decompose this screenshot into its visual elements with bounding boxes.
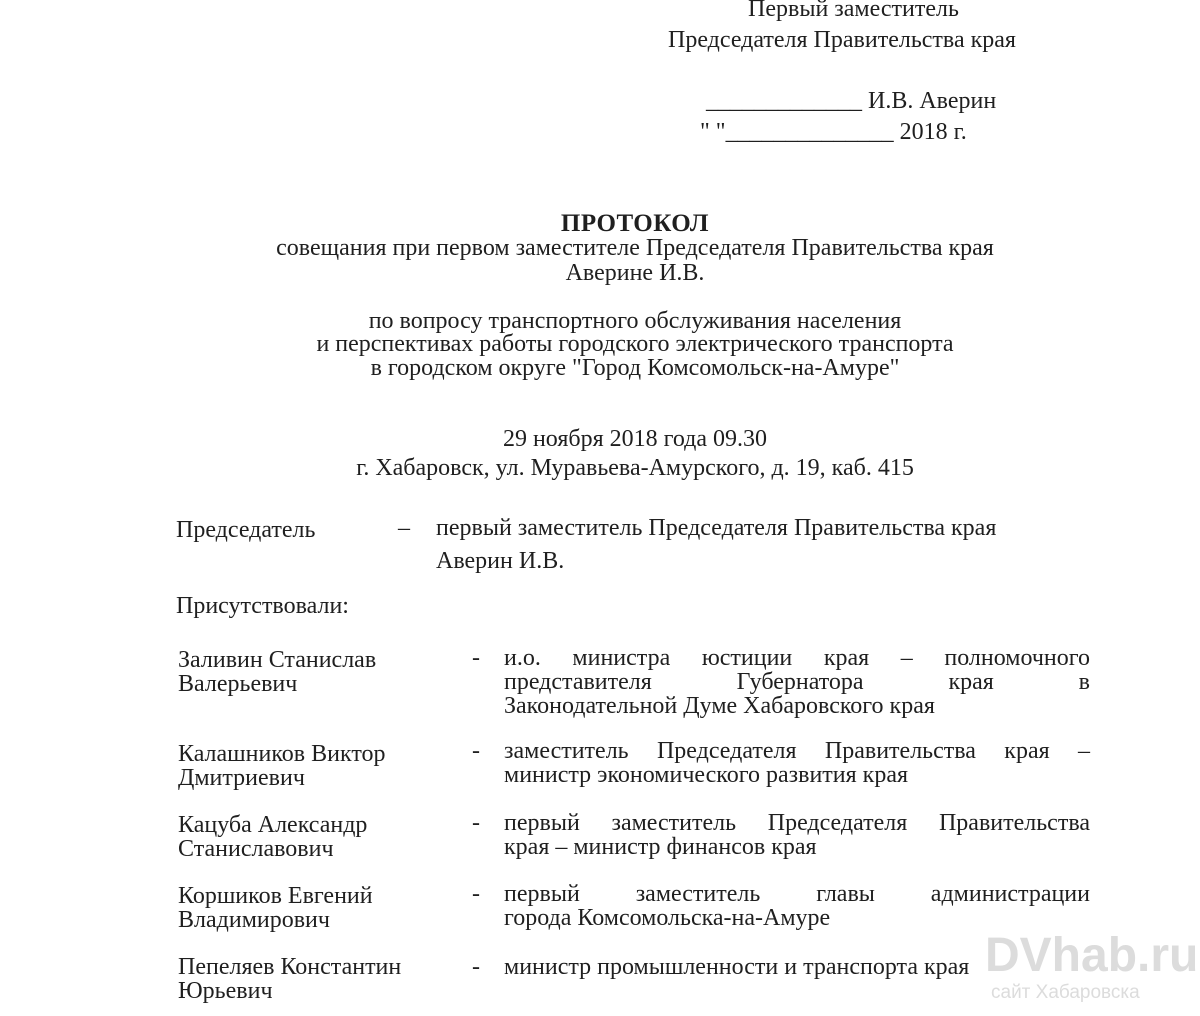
attendee-dash: - <box>472 954 480 980</box>
attendee-role-line: министр промышленности и транспорта края <box>504 954 970 980</box>
topic-line-3: в городском округе "Город Комсомольск-на-Амуре" <box>370 355 900 381</box>
attendee-role-line: первый заместитель Председателя Правительства <box>504 810 1090 836</box>
attendee-dash: - <box>472 645 480 671</box>
attendee-role-line: министр экономического развития края <box>504 762 909 788</box>
meeting-date-time: 29 ноября 2018 года 09.30 <box>502 426 768 452</box>
attendee-name-line-1: Пепеляев Константин <box>178 954 402 980</box>
subtitle-line-1: совещания при первом заместителе Председателя Правительства края <box>276 235 994 261</box>
topic-line-2: и перспективах работы городского электрического транспорта <box>316 331 954 357</box>
chairman-role: первый заместитель Председателя Правительства края <box>436 515 997 541</box>
chairman-name: Аверин И.В. <box>436 548 565 574</box>
site-watermark <box>985 930 1198 1004</box>
attendee-name-line-2: Дмитриевич <box>178 765 305 791</box>
attendee-role-line: первый заместитель главы администрации <box>504 881 1090 907</box>
attendee-dash: - <box>472 881 480 907</box>
watermark-tagline: сайт Хабаровска <box>991 982 1140 1003</box>
attendee-role <box>504 882 1090 930</box>
attendee-name-line-1: Калашников Виктор <box>178 741 386 767</box>
attendee-role-line: заместитель Председателя Правительства края – <box>504 738 1090 764</box>
attendee-role-line: города Комсомольска-на-Амуре <box>504 905 831 931</box>
attendee-name-line-2: Юрьевич <box>178 978 273 1004</box>
attendee-dash: - <box>472 738 480 764</box>
attendee-role <box>504 739 1090 787</box>
watermark-site-name: DVhab.ru <box>985 929 1199 982</box>
attendee-name <box>178 742 448 790</box>
chairman-label: Председатель <box>176 517 316 543</box>
attendee-name <box>178 955 448 1003</box>
attendee-role-line: Законодательной Думе Хабаровского края <box>504 693 935 719</box>
attendee-role <box>504 811 1090 859</box>
attendee-name-line-2: Валерьевич <box>178 671 298 697</box>
attendee-name-line-2: Владимирович <box>178 907 330 933</box>
meeting-location: г. Хабаровск, ул. Муравьева-Амурского, д. 19, каб. 415 <box>356 455 914 481</box>
document-title: ПРОТОКОЛ <box>560 210 710 237</box>
attendee-name-line-1: Коршиков Евгений <box>178 883 373 909</box>
attendee-dash: - <box>472 810 480 836</box>
attendee-role-line: края – министр финансов края <box>504 834 817 860</box>
approval-line-1: Первый заместитель <box>748 0 959 22</box>
attendee-role <box>504 646 1090 718</box>
attendees-label: Присутствовали: <box>176 593 349 619</box>
signature-line: _____________ И.В. Аверин <box>706 88 997 114</box>
approval-line-2: Председателя Правительства края <box>668 27 1016 53</box>
subtitle-line-2: Аверине И.В. <box>565 260 705 286</box>
attendee-name <box>178 813 448 861</box>
attendee-name-line-1: Кацуба Александр <box>178 812 368 838</box>
attendee-role-line: и.о. министра юстиции края – полномочного <box>504 645 1090 671</box>
attendee-role-line: представителя Губернатора края в <box>504 669 1090 695</box>
chairman-dash: – <box>398 515 410 541</box>
approval-date-line: " "______________ 2018 г. <box>700 119 967 145</box>
attendee-name <box>178 884 448 932</box>
topic-line-1: по вопросу транспортного обслуживания населения <box>368 308 902 334</box>
attendee-name-line-1: Заливин Станислав <box>178 647 377 673</box>
attendee-name <box>178 648 448 696</box>
attendee-name-line-2: Станиславович <box>178 836 334 862</box>
